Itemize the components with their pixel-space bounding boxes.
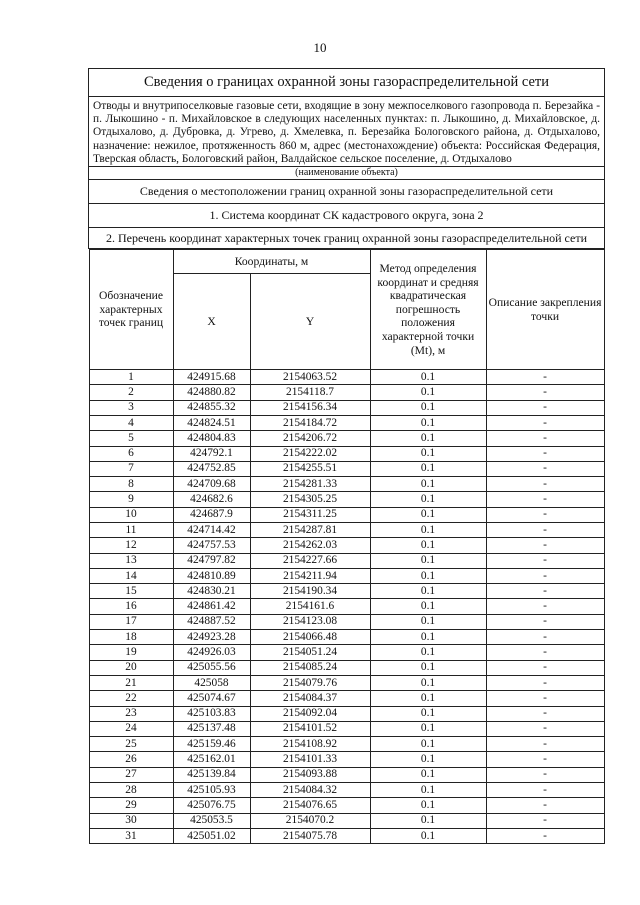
point-number-cell: 9 — [89, 492, 173, 507]
table-row — [89, 798, 604, 813]
y-coordinate-cell: 2154287.81 — [250, 522, 370, 537]
header-y: Y — [250, 274, 370, 370]
y-coordinate-cell: 2154101.33 — [250, 752, 370, 767]
table-row — [89, 675, 604, 690]
point-number-cell: 7 — [89, 461, 173, 476]
description-cell: - — [486, 477, 604, 492]
x-coordinate-cell: 425103.83 — [173, 706, 250, 721]
point-number-cell: 6 — [89, 446, 173, 461]
description-cell: - — [486, 675, 604, 690]
y-coordinate-cell: 2154070.2 — [250, 813, 370, 828]
point-number-cell: 22 — [89, 691, 173, 706]
accuracy-cell: 0.1 — [370, 767, 486, 782]
point-number-cell: 13 — [89, 553, 173, 568]
accuracy-cell: 0.1 — [370, 553, 486, 568]
table-row — [89, 568, 604, 583]
accuracy-cell: 0.1 — [370, 599, 486, 614]
x-coordinate-cell: 424923.28 — [173, 630, 250, 645]
y-coordinate-cell: 2154093.88 — [250, 767, 370, 782]
x-coordinate-cell: 425162.01 — [173, 752, 250, 767]
point-number-cell: 3 — [89, 400, 173, 415]
point-number-cell: 17 — [89, 614, 173, 629]
description-cell: - — [486, 767, 604, 782]
description-cell: - — [486, 614, 604, 629]
y-coordinate-cell: 2154084.32 — [250, 783, 370, 798]
header-point: Обозначение характерных точек границ — [89, 250, 173, 370]
y-coordinate-cell: 2154211.94 — [250, 568, 370, 583]
table-row — [89, 599, 604, 614]
description-cell: - — [486, 492, 604, 507]
point-number-cell: 2 — [89, 385, 173, 400]
x-coordinate-cell: 424915.68 — [173, 370, 250, 385]
point-number-cell: 26 — [89, 752, 173, 767]
y-coordinate-cell: 2154101.52 — [250, 721, 370, 736]
table-row — [89, 721, 604, 736]
accuracy-cell: 0.1 — [370, 522, 486, 537]
description-cell: - — [486, 370, 604, 385]
x-coordinate-cell: 424824.51 — [173, 415, 250, 430]
point-number-cell: 20 — [89, 660, 173, 675]
accuracy-cell: 0.1 — [370, 675, 486, 690]
table-row — [89, 461, 604, 476]
description-cell: - — [486, 599, 604, 614]
description-cell: - — [486, 553, 604, 568]
accuracy-cell: 0.1 — [370, 584, 486, 599]
accuracy-cell: 0.1 — [370, 614, 486, 629]
point-number-cell: 23 — [89, 706, 173, 721]
x-coordinate-cell: 424855.32 — [173, 400, 250, 415]
point-number-cell: 11 — [89, 522, 173, 537]
accuracy-cell: 0.1 — [370, 813, 486, 828]
table-row — [89, 553, 604, 568]
header-x: X — [173, 274, 250, 370]
y-coordinate-cell: 2154075.78 — [250, 828, 370, 843]
description-cell: - — [486, 798, 604, 813]
point-number-cell: 8 — [89, 477, 173, 492]
y-coordinate-cell: 2154190.34 — [250, 584, 370, 599]
table-row — [89, 630, 604, 645]
y-coordinate-cell: 2154066.48 — [250, 630, 370, 645]
table-row — [89, 538, 604, 553]
accuracy-cell: 0.1 — [370, 507, 486, 522]
table-row — [89, 813, 604, 828]
x-coordinate-cell: 425053.5 — [173, 813, 250, 828]
description-cell: - — [486, 568, 604, 583]
description-cell: - — [486, 400, 604, 415]
point-number-cell: 15 — [89, 584, 173, 599]
x-coordinate-cell: 424830.21 — [173, 584, 250, 599]
x-coordinate-cell: 425074.67 — [173, 691, 250, 706]
accuracy-cell: 0.1 — [370, 431, 486, 446]
y-coordinate-cell: 2154079.76 — [250, 675, 370, 690]
table-row — [89, 584, 604, 599]
accuracy-cell: 0.1 — [370, 783, 486, 798]
x-coordinate-cell: 424687.9 — [173, 507, 250, 522]
document-title: Сведения о границах охранной зоны газораспределительной сети — [89, 69, 605, 97]
x-coordinate-cell: 425159.46 — [173, 737, 250, 752]
description-cell: - — [486, 584, 604, 599]
description-cell: - — [486, 783, 604, 798]
description-cell: - — [486, 385, 604, 400]
coordinate-system: 1. Система координат СК кадастрового округа, зона 2 — [89, 204, 605, 228]
accuracy-cell: 0.1 — [370, 492, 486, 507]
table-row — [89, 614, 604, 629]
coordinates-table-body — [89, 370, 604, 844]
points-list-heading: 2. Перечень координат характерных точек границ охранной зоны газораспределительной сети — [89, 228, 605, 249]
point-number-cell: 14 — [89, 568, 173, 583]
point-number-cell: 28 — [89, 783, 173, 798]
point-number-cell: 10 — [89, 507, 173, 522]
y-coordinate-cell: 2154262.03 — [250, 538, 370, 553]
y-coordinate-cell: 2154311.25 — [250, 507, 370, 522]
description-cell: - — [486, 522, 604, 537]
point-number-cell: 21 — [89, 675, 173, 690]
y-coordinate-cell: 2154085.24 — [250, 660, 370, 675]
object-description: Отводы и внутрипоселковые газовые сети, входящие в зону межпоселкового газопровода п. Березайка - п. Лыкошино - п. Михайловское в следующих населенных пунктах: п. Лыкошино, д. Михайловское, д. Отдыхалово, д. Дубровка, д. Угрево, д. Хмелевка, п. Березайка Бологовского района, д. Отдыхалово, назначение: нежилое, протяженность 860 м, адрес (местонахождение) объекта: Российская Федерация, Тверская область, Бологовский район, Валдайское сельское поселение, д. Отдыхалово — [89, 97, 605, 167]
x-coordinate-cell: 424709.68 — [173, 477, 250, 492]
y-coordinate-cell: 2154123.08 — [250, 614, 370, 629]
point-number-cell: 25 — [89, 737, 173, 752]
accuracy-cell: 0.1 — [370, 400, 486, 415]
x-coordinate-cell: 425105.93 — [173, 783, 250, 798]
point-number-cell: 1 — [89, 370, 173, 385]
table-row — [89, 385, 604, 400]
description-cell: - — [486, 461, 604, 476]
description-cell: - — [486, 737, 604, 752]
description-cell: - — [486, 828, 604, 843]
accuracy-cell: 0.1 — [370, 538, 486, 553]
accuracy-cell: 0.1 — [370, 630, 486, 645]
accuracy-cell: 0.1 — [370, 721, 486, 736]
table-row — [89, 706, 604, 721]
description-cell: - — [486, 706, 604, 721]
y-coordinate-cell: 2154118.7 — [250, 385, 370, 400]
y-coordinate-cell: 2154084.37 — [250, 691, 370, 706]
zone-info-document — [88, 68, 605, 844]
accuracy-cell: 0.1 — [370, 477, 486, 492]
y-coordinate-cell: 2154092.04 — [250, 706, 370, 721]
table-row — [89, 522, 604, 537]
accuracy-cell: 0.1 — [370, 415, 486, 430]
table-row — [89, 507, 604, 522]
accuracy-cell: 0.1 — [370, 706, 486, 721]
description-cell: - — [486, 752, 604, 767]
x-coordinate-cell: 424682.6 — [173, 492, 250, 507]
table-row — [89, 400, 604, 415]
table-row — [89, 415, 604, 430]
y-coordinate-cell: 2154281.33 — [250, 477, 370, 492]
x-coordinate-cell: 425139.84 — [173, 767, 250, 782]
description-cell: - — [486, 645, 604, 660]
y-coordinate-cell: 2154222.02 — [250, 446, 370, 461]
point-number-cell: 27 — [89, 767, 173, 782]
description-cell: - — [486, 446, 604, 461]
y-coordinate-cell: 2154255.51 — [250, 461, 370, 476]
x-coordinate-cell: 424926.03 — [173, 645, 250, 660]
description-cell: - — [486, 431, 604, 446]
table-row — [89, 783, 604, 798]
description-cell: - — [486, 660, 604, 675]
x-coordinate-cell: 424804.83 — [173, 431, 250, 446]
accuracy-cell: 0.1 — [370, 828, 486, 843]
description-cell: - — [486, 630, 604, 645]
table-row — [89, 431, 604, 446]
header-coordinates: Координаты, м — [173, 250, 370, 274]
description-cell: - — [486, 415, 604, 430]
y-coordinate-cell: 2154227.66 — [250, 553, 370, 568]
y-coordinate-cell: 2154161.6 — [250, 599, 370, 614]
x-coordinate-cell: 425076.75 — [173, 798, 250, 813]
table-row — [89, 691, 604, 706]
header-method: Метод определения координат и средняя квадратическая погрешность положения характерной точки (Mt), м — [370, 250, 486, 370]
x-coordinate-cell: 424714.42 — [173, 522, 250, 537]
y-coordinate-cell: 2154156.34 — [250, 400, 370, 415]
accuracy-cell: 0.1 — [370, 645, 486, 660]
table-row — [89, 660, 604, 675]
x-coordinate-cell: 424752.85 — [173, 461, 250, 476]
accuracy-cell: 0.1 — [370, 568, 486, 583]
x-coordinate-cell: 424887.52 — [173, 614, 250, 629]
header-description: Описание закрепления точки — [486, 250, 604, 370]
point-number-cell: 18 — [89, 630, 173, 645]
y-coordinate-cell: 2154076.65 — [250, 798, 370, 813]
point-number-cell: 30 — [89, 813, 173, 828]
point-number-cell: 24 — [89, 721, 173, 736]
table-row — [89, 767, 604, 782]
coordinates-table — [89, 249, 605, 844]
table-row — [89, 446, 604, 461]
x-coordinate-cell: 424757.53 — [173, 538, 250, 553]
accuracy-cell: 0.1 — [370, 798, 486, 813]
y-coordinate-cell: 2154108.92 — [250, 737, 370, 752]
location-heading: Сведения о местоположении границ охранной зоны газораспределительной сети — [89, 180, 605, 204]
accuracy-cell: 0.1 — [370, 385, 486, 400]
object-label: (наименование объекта) — [89, 167, 605, 180]
point-number-cell: 31 — [89, 828, 173, 843]
table-row — [89, 492, 604, 507]
table-row — [89, 752, 604, 767]
table-row — [89, 477, 604, 492]
x-coordinate-cell: 424792.1 — [173, 446, 250, 461]
point-number-cell: 19 — [89, 645, 173, 660]
x-coordinate-cell: 424810.89 — [173, 568, 250, 583]
accuracy-cell: 0.1 — [370, 660, 486, 675]
x-coordinate-cell: 424797.82 — [173, 553, 250, 568]
point-number-cell: 4 — [89, 415, 173, 430]
x-coordinate-cell: 424880.82 — [173, 385, 250, 400]
x-coordinate-cell: 425051.02 — [173, 828, 250, 843]
y-coordinate-cell: 2154063.52 — [250, 370, 370, 385]
accuracy-cell: 0.1 — [370, 691, 486, 706]
accuracy-cell: 0.1 — [370, 752, 486, 767]
point-number-cell: 5 — [89, 431, 173, 446]
x-coordinate-cell: 425137.48 — [173, 721, 250, 736]
x-coordinate-cell: 425058 — [173, 675, 250, 690]
page-number: 10 — [313, 40, 327, 55]
description-cell: - — [486, 721, 604, 736]
x-coordinate-cell: 424861.42 — [173, 599, 250, 614]
accuracy-cell: 0.1 — [370, 461, 486, 476]
y-coordinate-cell: 2154051.24 — [250, 645, 370, 660]
x-coordinate-cell: 425055.56 — [173, 660, 250, 675]
table-row — [89, 737, 604, 752]
y-coordinate-cell: 2154184.72 — [250, 415, 370, 430]
table-row — [89, 828, 604, 843]
y-coordinate-cell: 2154305.25 — [250, 492, 370, 507]
table-row — [89, 370, 604, 385]
point-number-cell: 29 — [89, 798, 173, 813]
point-number-cell: 12 — [89, 538, 173, 553]
y-coordinate-cell: 2154206.72 — [250, 431, 370, 446]
description-cell: - — [486, 507, 604, 522]
description-cell: - — [486, 691, 604, 706]
description-cell: - — [486, 538, 604, 553]
table-row — [89, 645, 604, 660]
accuracy-cell: 0.1 — [370, 737, 486, 752]
accuracy-cell: 0.1 — [370, 370, 486, 385]
accuracy-cell: 0.1 — [370, 446, 486, 461]
description-cell: - — [486, 813, 604, 828]
point-number-cell: 16 — [89, 599, 173, 614]
